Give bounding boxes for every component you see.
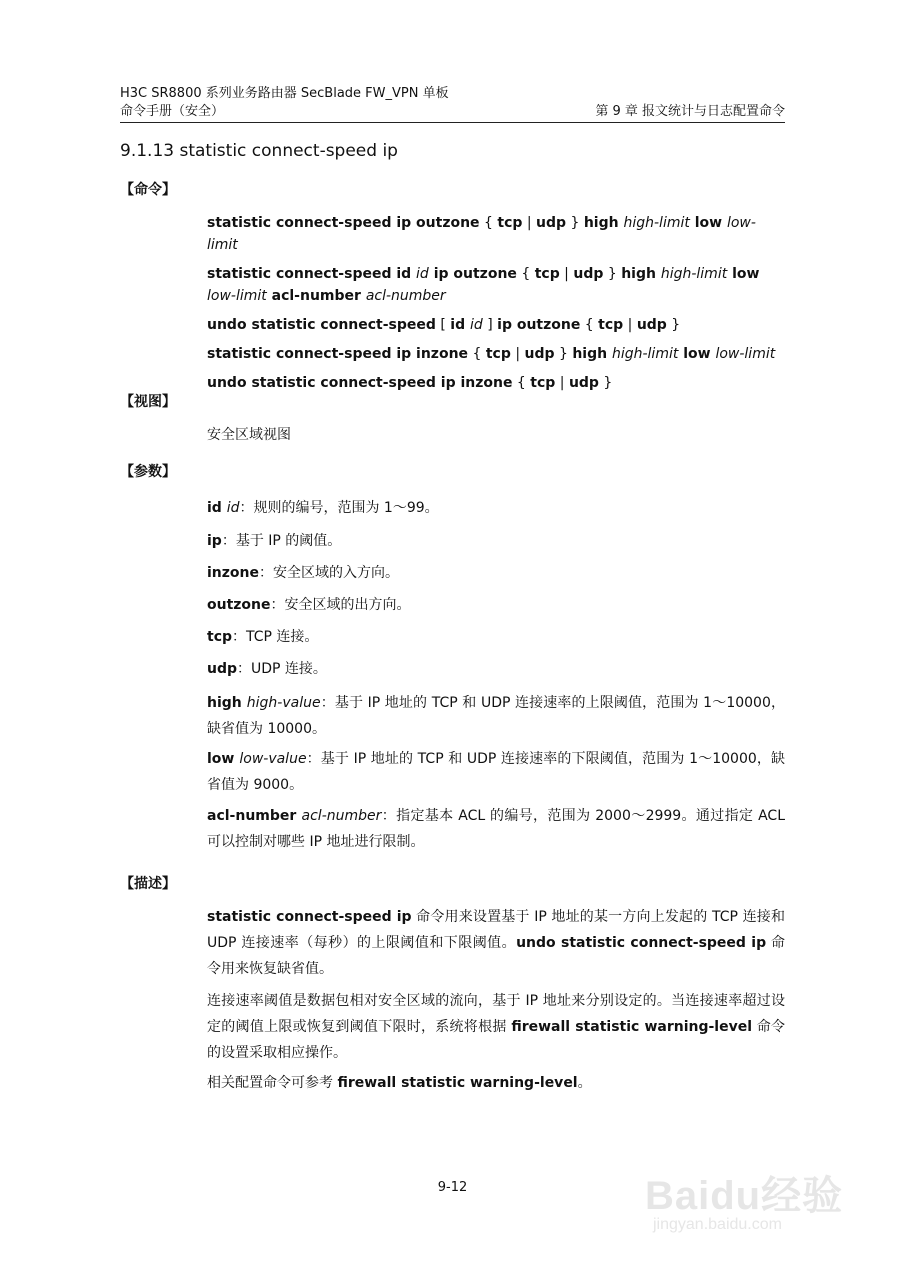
param-acl-number: acl-number acl-number：指定基本 ACL 的编号，范围为 2000～2999。通过指定 ACL 可以控制对哪些 IP 地址进行限制。 xyxy=(207,808,786,850)
command-line-2: statistic connect-speed id id ip outzone { tcp | udp } high high-limit low low-limit acl-number acl-number xyxy=(207,266,760,304)
label-desc: 【描述】 xyxy=(120,876,176,892)
desc-paragraph-2: 连接速率阈值是数据包相对安全区域的流向，基于 IP 地址来分别设定的。当连接速率超过设定的阈值上限或恢复到阈值下限时，系统将根据 firewall statistic warning-level 命令的设置采取相应操作。 xyxy=(207,993,785,1061)
param-outzone: outzone：安全区域的出方向。 xyxy=(207,597,411,613)
command-line-3: undo statistic connect-speed [ id id ] ip outzone { tcp | udp } xyxy=(207,317,681,333)
desc-paragraph-1: statistic connect-speed ip 命令用来设置基于 IP 地址的某一方向上发起的 TCP 连接和 UDP 连接速率（每秒）的上限阈值和下限阈值。undo statistic connect-speed ip 命令用来恢复缺省值。 xyxy=(207,909,786,977)
watermark-logo: Baidu经验 xyxy=(645,1174,844,1218)
view-text: 安全区域视图 xyxy=(207,427,291,443)
section-title: 9.1.13 statistic connect-speed ip xyxy=(120,141,398,161)
page-number: 9-12 xyxy=(437,1180,468,1195)
param-udp: udp：UDP 连接。 xyxy=(207,661,327,677)
param-id: id id：规则的编号，范围为 1～99。 xyxy=(207,500,439,516)
doc-header-chapter: 第 9 章 报文统计与日志配置命令 xyxy=(595,104,785,119)
label-view: 【视图】 xyxy=(120,394,176,410)
header-divider xyxy=(120,122,785,123)
doc-header-title: H3C SR8800 系列业务路由器 SecBlade FW_VPN 单板 xyxy=(120,86,449,101)
param-ip: ip：基于 IP 的阈值。 xyxy=(207,533,342,549)
baidu-jingyan-watermark xyxy=(645,1150,845,1245)
command-line-4: statistic connect-speed ip inzone { tcp | udp } high high-limit low low-limit xyxy=(207,346,776,362)
param-high: high high-value：基于 IP 地址的 TCP 和 UDP 连接速率的上限阈值，范围为 1～10000，缺省值为 10000。 xyxy=(207,695,785,737)
watermark-url: jingyan.baidu.com xyxy=(653,1216,782,1233)
doc-header-row xyxy=(120,104,785,120)
param-tcp: tcp：TCP 连接。 xyxy=(207,629,319,645)
label-command: 【命令】 xyxy=(120,182,176,198)
command-list xyxy=(207,212,785,394)
param-low: low low-value：基于 IP 地址的 TCP 和 UDP 连接速率的下限阈值，范围为 1～10000，缺省值为 9000。 xyxy=(207,751,785,793)
label-params: 【参数】 xyxy=(120,464,176,480)
command-line-1: statistic connect-speed ip outzone { tcp | udp } high high-limit low low-limit xyxy=(207,215,756,253)
desc-paragraph-3: 相关配置命令可参考 firewall statistic warning-level。 xyxy=(207,1075,592,1091)
doc-header-manual: 命令手册（安全） xyxy=(120,104,225,119)
command-line-5: undo statistic connect-speed ip inzone { tcp | udp } xyxy=(207,375,613,391)
param-inzone: inzone：安全区域的入方向。 xyxy=(207,565,399,581)
